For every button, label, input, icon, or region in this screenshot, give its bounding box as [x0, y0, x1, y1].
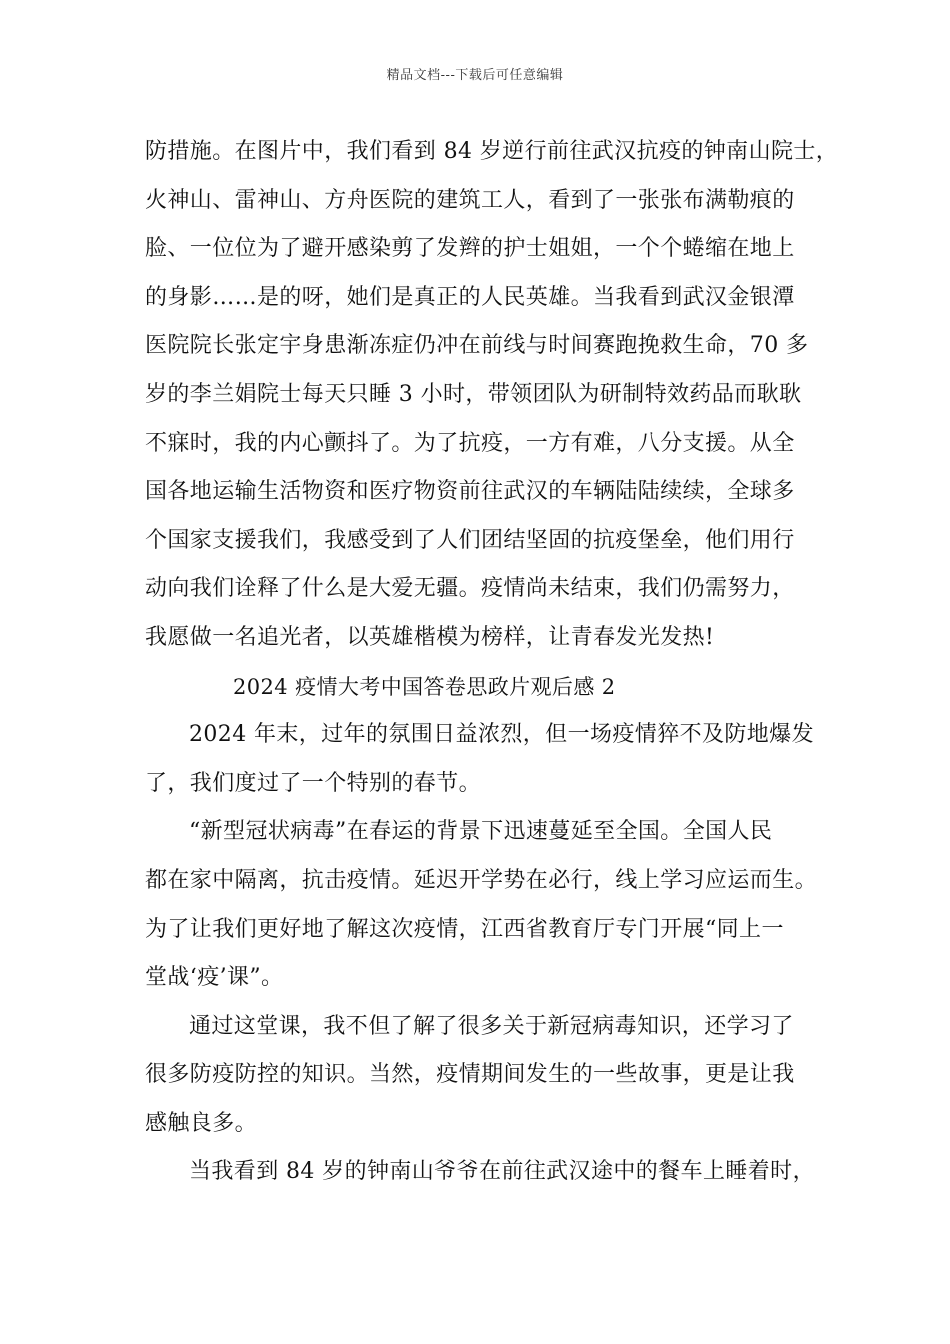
- text-line: 岁的李兰娟院士每天只睡 3 小时，带领团队为研制特效药品而耿耿: [145, 381, 802, 407]
- section-title: 2024 疫情大考中国答卷思政片观后感 2: [233, 674, 616, 699]
- text-line: 为了让我们更好地了解这次疫情，江西省教育厅专门开展“同上一: [145, 916, 784, 942]
- text-line: 医院院长张定宇身患渐冻症仍冲在前线与时间赛跑挽救生命，70 多: [145, 333, 809, 359]
- paragraph-2: [145, 711, 815, 808]
- text-line: 国各地运输生活物资和医疗物资前往武汉的车辆陆陆续续，全球多: [145, 479, 795, 505]
- text-line: 当我看到 84 岁的钟南山爷爷在前往武汉途中的餐车上睡着时，: [189, 1159, 815, 1185]
- text-line: 不寐时，我的内心颤抖了。为了抗疫，一方有难，八分支援。从全: [145, 430, 795, 456]
- paragraph-5: [145, 1148, 815, 1197]
- text-line: 我愿做一名追光者，以英雄楷模为榜样，让青春发光发热!: [145, 624, 715, 650]
- text-line: 都在家中隔离，抗击疫情。延迟开学势在必行，线上学习应运而生。: [145, 867, 818, 893]
- text-line: 防措施。在图片中，我们看到 84 岁逆行前往武汉抗疫的钟南山院士，: [145, 139, 839, 164]
- text-line: 个国家支援我们，我感受到了人们团结坚固的抗疫堡垒，他们用行: [145, 527, 795, 553]
- page-header: 精品文档---下载后可任意编辑: [386, 68, 564, 83]
- paragraph-1: [145, 128, 839, 663]
- paragraph-4: [145, 1003, 815, 1149]
- text-line: 感触良多。: [145, 1110, 258, 1136]
- text-line: 动向我们诠释了什么是大爱无疆。疫情尚未结束，我们仍需努力，: [145, 576, 795, 602]
- document-body: [145, 128, 839, 1197]
- text-line: 火神山、雷神山、方舟医院的建筑工人，看到了一张张布满勒痕的: [145, 187, 795, 213]
- text-line: 2024 年末，过年的氛围日益浓烈，但一场疫情猝不及防地爆发: [189, 722, 814, 748]
- text-line: 的身影……是的呀，她们是真正的人民英雄。当我看到武汉金银潭: [145, 284, 795, 310]
- text-line: 堂战‘疫’课”。: [145, 965, 284, 991]
- text-line: 很多防疫防控的知识。当然，疫情期间发生的一些故事，更是让我: [145, 1062, 795, 1088]
- text-line: 脸、一位位为了避开感染剪了发辫的护士姐姐，一个个蜷缩在地上: [145, 236, 795, 262]
- text-line: 了，我们度过了一个特别的春节。: [145, 770, 482, 796]
- paragraph-3: [145, 808, 818, 1002]
- text-line: 通过这堂课，我不但了解了很多关于新冠病毒知识，还学习了: [189, 1013, 794, 1039]
- text-line: “新型冠状病毒”在春运的背景下迅速蔓延至全国。全国人民: [189, 819, 773, 845]
